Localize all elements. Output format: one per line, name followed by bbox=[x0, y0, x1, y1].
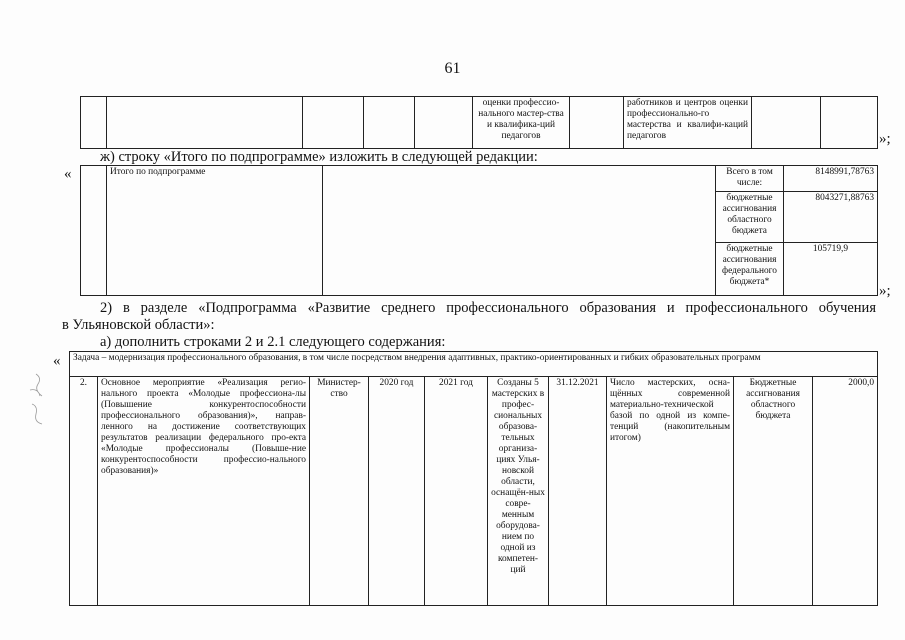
handwritten-scribble bbox=[22, 370, 52, 430]
cell-empty bbox=[303, 97, 364, 149]
row-result: Созданы 5 мастерских в профес-сиональных образова-тельных организа-циях Улья-новской области, оснащён-ных совре-менным оборудова-нием по одной из компетен-ций bbox=[488, 377, 549, 606]
total-value-regional: 8043271,88763 bbox=[784, 192, 878, 243]
cell-empty bbox=[323, 166, 716, 296]
row-indicator: Число мастерских, осна-щённых современной материально-технической базой по одной из компе-тенций (накопительным итогом) bbox=[607, 377, 734, 606]
cell-empty bbox=[752, 97, 821, 149]
paragraph-a: а) дополнить строками 2 и 2.1 следующего содержания: bbox=[100, 334, 446, 350]
closing-quote-2: »; bbox=[879, 283, 891, 299]
task-row: Задача – модернизация профессионального образования, в том числе посредством внедрения адаптивных, практико-ориентированных и гибких образовательных программ bbox=[70, 352, 878, 377]
opening-quote-3: « bbox=[53, 353, 61, 369]
table-continuation bbox=[80, 96, 878, 149]
row-start: 2020 год bbox=[369, 377, 425, 606]
cell-empty bbox=[364, 97, 415, 149]
opening-quote-2: « bbox=[64, 166, 72, 182]
cell-empty bbox=[107, 97, 303, 149]
row-executor: Министер-ство bbox=[310, 377, 369, 606]
row-measure: Основное мероприятие «Реализация регио-нального проекта «Молодые профессиона-лы (Повышение конкурентоспособности профессионального образования)», направ-ленного на достижение соответствующих результатов реализации федерального про-екта «Молодые профессионалы (Повыше-ние конкурентоспособности профессио-нального образования)» bbox=[98, 377, 310, 606]
table-measures bbox=[69, 351, 878, 606]
paragraph-2-line2: в Ульяновской области»: bbox=[62, 317, 215, 333]
row-end: 2021 год bbox=[425, 377, 488, 606]
row-number: 2. bbox=[70, 377, 98, 606]
total-label-all: Всего в том числе: bbox=[716, 166, 784, 192]
cell-empty bbox=[570, 97, 624, 149]
cell-assessment: оценки профессио-нального мастер-ства и квалифика-ций педагогов bbox=[473, 97, 570, 149]
total-label-regional: бюджетные ассигнования областного бюджета bbox=[716, 192, 784, 243]
closing-quote-1: »; bbox=[879, 131, 891, 147]
cell-empty bbox=[821, 97, 878, 149]
table-total bbox=[80, 165, 878, 296]
total-label-federal: бюджетные ассигнования федерального бюджета* bbox=[716, 243, 784, 296]
page-number: 61 bbox=[444, 60, 461, 77]
total-title: Итого по подпрограмме bbox=[107, 166, 323, 296]
paragraph-2-line1: 2) в разделе «Подпрограмма «Развитие среднего профессионального образования и профессионального обучения bbox=[100, 300, 876, 316]
total-value-all: 8148991,78763 bbox=[784, 166, 878, 192]
cell-empty bbox=[81, 166, 107, 296]
cell-empty bbox=[415, 97, 473, 149]
cell-workers: работников и центров оценки профессионально-го мастерства и квалифи-каций педагогов bbox=[624, 97, 752, 149]
row-source: Бюджетные ассигнования областного бюджета bbox=[734, 377, 813, 606]
row-date: 31.12.2021 bbox=[549, 377, 607, 606]
row-amount: 2000,0 bbox=[813, 377, 878, 606]
total-value-federal: 105719,9 bbox=[784, 243, 878, 296]
cell-empty bbox=[81, 97, 107, 149]
paragraph-zh: ж) строку «Итого по подпрограмме» изложить в следующей редакции: bbox=[100, 149, 538, 165]
